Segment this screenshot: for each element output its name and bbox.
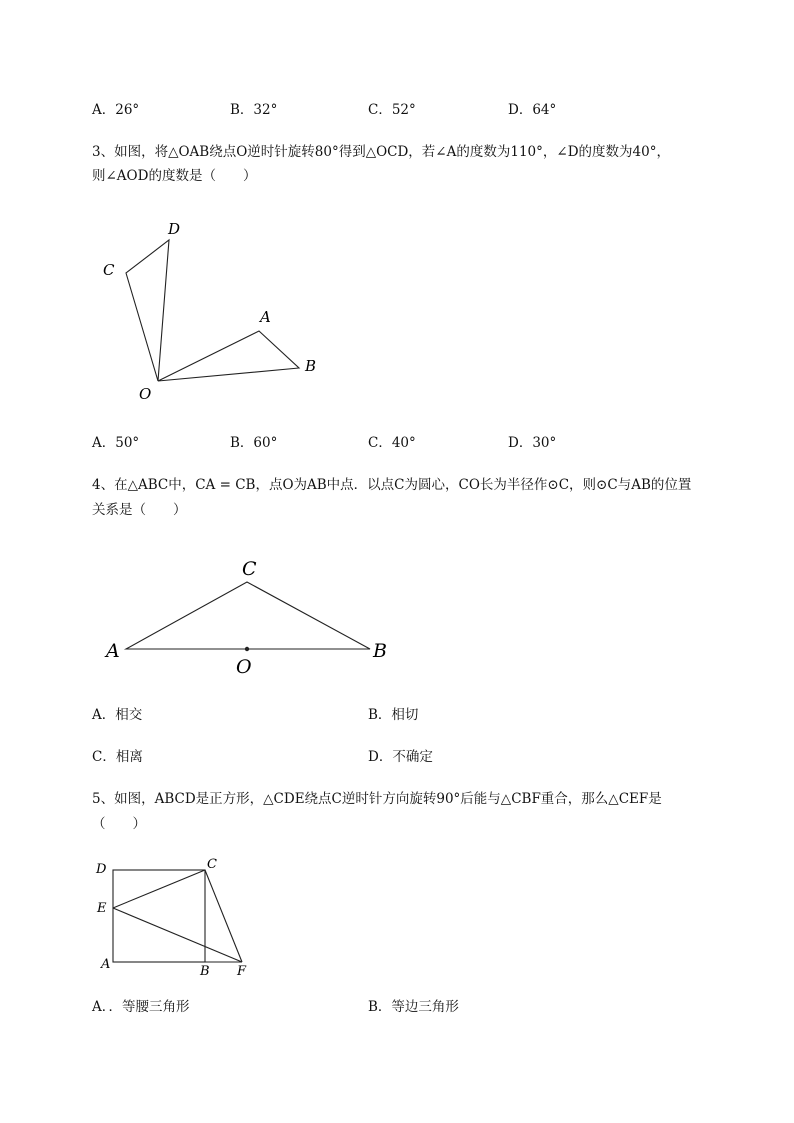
label-a: A [101,957,111,972]
q5-text-line1: 5、如图，ABCD是正方形，△CDE绕点C逆时针方向旋转90°后能与△CBF重合，那么△CEF是 [92,791,662,807]
q5-option-a: A．．等腰三角形 [92,999,190,1015]
q4-option-d: D．不确定 [368,749,433,765]
q4-text-line1: 4、在△ABC中，CA = CB，点O为AB中点．以点C为圆心，CO长为半径作⊙C，则⊙C与AB的位置 [92,477,692,493]
q2-option-d: D．64° [508,102,557,118]
q3-text-line1: 3、如图，将△OAB绕点O逆时针旋转80°得到△OCD，若∠A的度数为110°，∠D的度数为40°， [92,144,670,160]
label-b: B [373,640,387,662]
label-o: O [139,385,152,403]
q4-option-a: A．相交 [92,707,143,723]
segment-cf [205,870,242,962]
q3-option-a: A．50° [92,435,140,451]
label-c: C [242,558,257,580]
q3-option-c: C．40° [368,435,416,451]
q3-option-d: D．30° [508,435,557,451]
label-a: A [260,308,271,326]
q5-text-line2: （ ） [92,816,146,832]
q4-option-b: B．相切 [368,707,419,723]
label-c: C [103,261,115,279]
q4-option-c: C．相离 [92,749,143,765]
q3-text-line2: 则∠AOD的度数是（ ） [92,168,257,184]
square-abcd [113,870,205,962]
q2-option-b: B．32° [230,102,278,118]
segment-ef [113,908,242,962]
q2-option-c: C．52° [368,102,416,118]
q3-option-b: B．60° [230,435,278,451]
label-c: C [207,857,217,872]
label-b: B [200,964,210,979]
label-d: D [96,862,107,877]
q5-option-b: B．等边三角形 [368,999,459,1015]
label-o: O [236,656,252,678]
segment-ec [113,870,205,908]
label-b: B [305,357,317,375]
label-d: D [168,220,181,238]
q4-text-line2: 关系是（ ） [92,502,187,518]
label-a: A [106,640,120,662]
q2-option-a: A．26° [92,102,140,118]
label-e: E [97,901,107,916]
label-f: F [237,964,247,979]
